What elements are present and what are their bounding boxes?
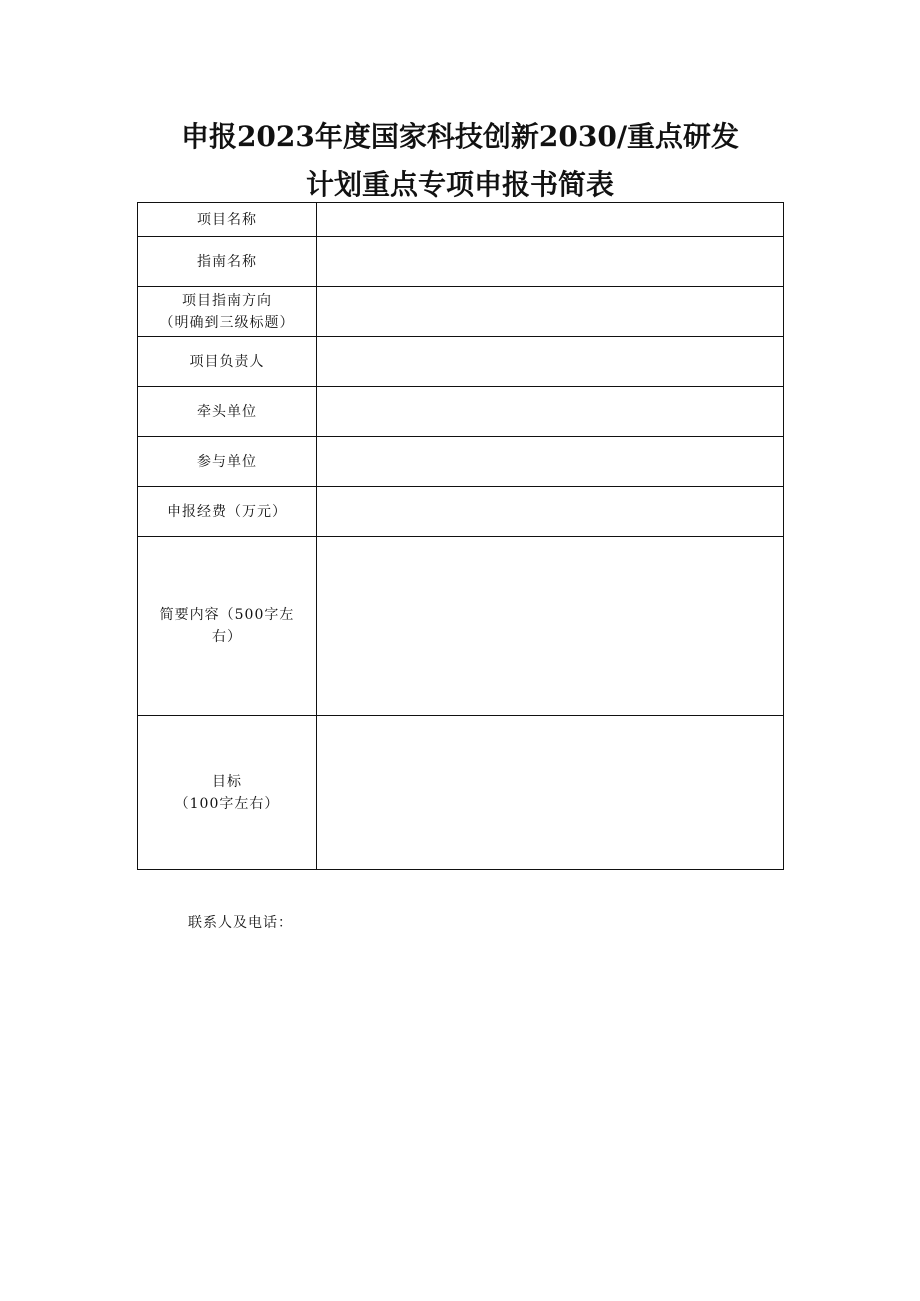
guide-name-field[interactable] [317,237,784,287]
table-row [138,203,784,237]
application-summary-table [137,202,784,870]
project-name-field[interactable] [317,203,784,237]
row-label-participating-units: 参与单位 [138,437,317,487]
document-title-line-2: 计划重点专项申报书简表 [305,168,614,201]
lead-unit-field[interactable] [317,387,784,437]
row-label-requested-funding: 申报经费（万元） [138,487,317,537]
table-row [138,537,784,716]
participating-units-field[interactable] [317,437,784,487]
row-label-project-name: 项目名称 [138,203,317,237]
contact-person-phone-label: 联系人及电话： [188,915,293,931]
table-row [138,437,784,487]
project-leader-field[interactable] [317,337,784,387]
brief-content-field[interactable] [317,537,784,716]
row-label-brief-content: 简要内容（500字左 右） [138,537,317,716]
guide-direction-field[interactable] [317,287,784,337]
table-row [138,716,784,870]
table-row [138,487,784,537]
table-row [138,387,784,437]
table-row [138,237,784,287]
row-label-guide-name: 指南名称 [138,237,317,287]
table-row [138,287,784,337]
table-row [138,337,784,387]
row-label-guide-direction: 项目指南方向 （明确到三级标题） [138,287,317,337]
row-label-objectives: 目标 （100字左右） [138,716,317,870]
row-label-project-leader: 项目负责人 [138,337,317,387]
row-label-lead-unit: 牵头单位 [138,387,317,437]
requested-funding-field[interactable] [317,487,784,537]
objectives-field[interactable] [317,716,784,870]
document-title-line-1: 申报2023年度国家科技创新2030/重点研发 [180,120,740,153]
